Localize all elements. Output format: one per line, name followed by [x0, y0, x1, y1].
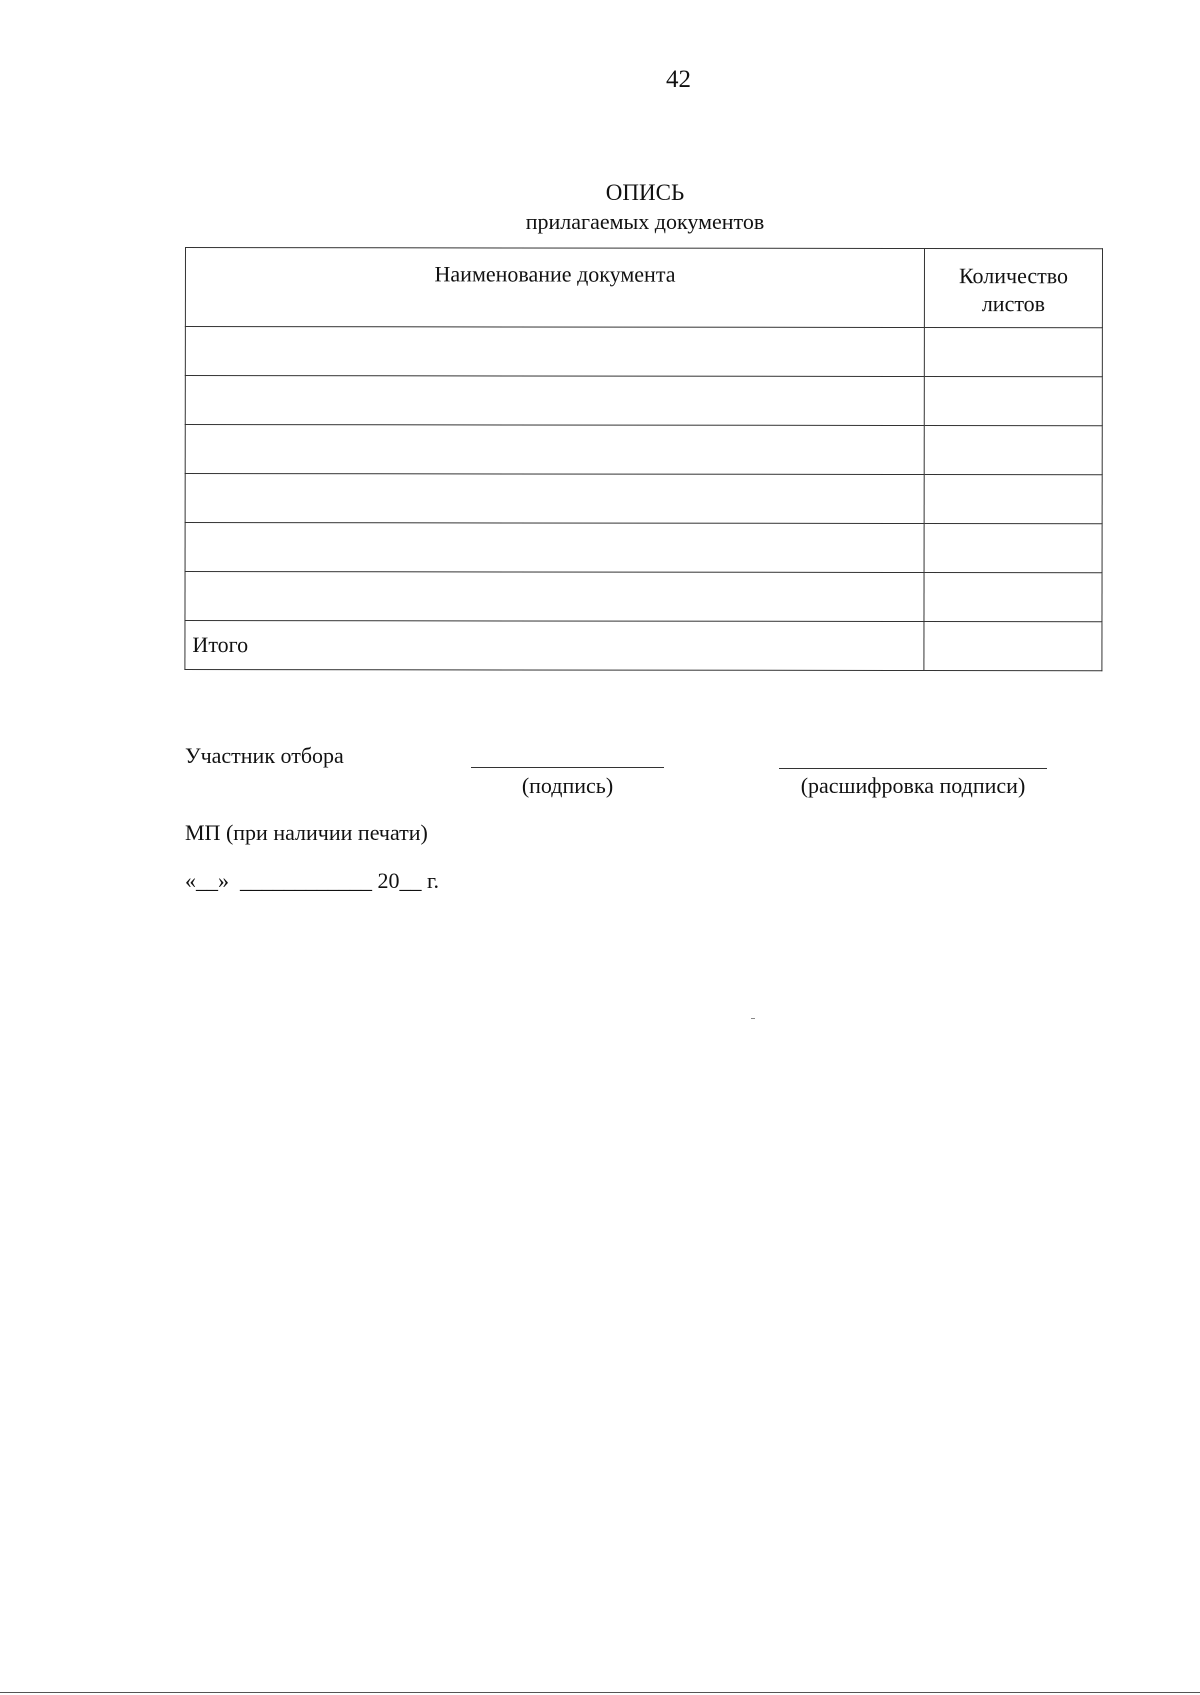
signature-decoding-caption: (расшифровка подписи) — [800, 773, 1026, 798]
column-header-document-name: Наименование документа — [185, 248, 924, 328]
sheet-count-cell[interactable] — [924, 524, 1102, 573]
sheet-count-cell[interactable] — [924, 475, 1102, 524]
total-label: Итого — [185, 621, 924, 671]
column-header-sheet-count: Количество листов — [924, 249, 1102, 328]
table-row — [185, 572, 1102, 622]
document-name-cell[interactable] — [185, 425, 924, 475]
signature-line[interactable] — [471, 767, 664, 768]
sheet-count-cell[interactable] — [924, 377, 1102, 426]
date-field[interactable]: «__» ____________ 20__ г. — [185, 868, 440, 893]
document-name-cell[interactable] — [185, 376, 924, 426]
table-total-row — [185, 621, 1102, 671]
table-row — [185, 523, 1102, 573]
signature-caption: (подпись) — [521, 773, 614, 798]
document-name-cell[interactable] — [185, 523, 924, 573]
stamp-label: МП (при наличии печати) — [185, 820, 428, 845]
scan-speck — [751, 1018, 755, 1019]
signature-decoding-line[interactable] — [779, 768, 1047, 769]
sheet-count-cell[interactable] — [924, 573, 1102, 622]
document-name-cell[interactable] — [185, 474, 924, 524]
table-row — [185, 425, 1102, 475]
total-sheet-count-cell[interactable] — [924, 622, 1102, 671]
page-number: 42 — [666, 66, 691, 93]
documents-table — [184, 247, 1103, 671]
table-header-row — [185, 248, 1102, 328]
sheet-count-cell[interactable] — [924, 328, 1102, 377]
participant-label: Участник отбора — [185, 743, 344, 768]
document-name-cell[interactable] — [185, 327, 924, 377]
document-name-cell[interactable] — [185, 572, 924, 622]
sheet-count-cell[interactable] — [924, 426, 1102, 475]
bottom-rule — [0, 1692, 1200, 1693]
document-title: ОПИСЬ — [605, 180, 685, 205]
table-row — [185, 474, 1102, 524]
table-row — [185, 376, 1102, 426]
document-subtitle: прилагаемых документов — [525, 209, 765, 234]
table-row — [185, 327, 1102, 377]
